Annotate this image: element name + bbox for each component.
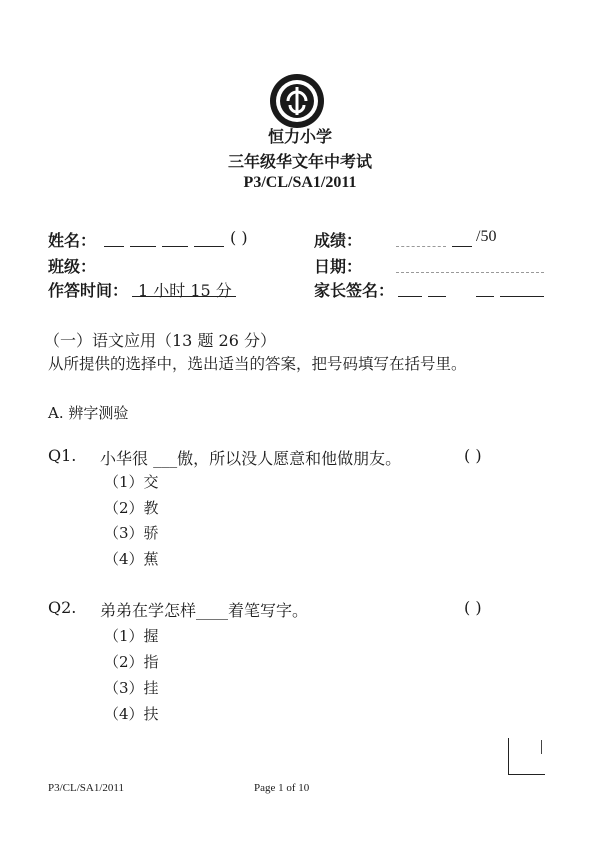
option-4: （4）扶 bbox=[104, 705, 159, 723]
question-number: Q2. bbox=[48, 598, 77, 617]
class-label: 班级： bbox=[48, 257, 97, 276]
option-1: （1）握 bbox=[104, 627, 159, 645]
name-blank-2 bbox=[130, 246, 156, 247]
option-2: （2）指 bbox=[104, 653, 159, 671]
option-4: （4）蕉 bbox=[104, 550, 159, 568]
name-blank-1 bbox=[104, 246, 124, 247]
signature-blank-2 bbox=[428, 296, 446, 297]
part-title: A. 辨字测验 bbox=[48, 404, 129, 422]
time-underline bbox=[132, 296, 236, 297]
signature-blank-3 bbox=[476, 296, 494, 297]
footer-page-number: Page 1 of 10 bbox=[254, 782, 310, 794]
question-number: Q1. bbox=[48, 446, 77, 465]
question-text: 小华很 ___傲，所以没人愿意和他做朋友。 bbox=[100, 449, 402, 468]
option-2: （2）教 bbox=[104, 499, 159, 517]
score-total: /50 bbox=[476, 228, 497, 245]
option-3: （3）挂 bbox=[104, 679, 159, 697]
score-label: 成绩： bbox=[314, 231, 363, 250]
signature-blank-1 bbox=[398, 296, 422, 297]
time-value: 1 小时 15 分 bbox=[138, 281, 232, 300]
name-blank-4 bbox=[194, 246, 224, 247]
answer-paren: ( ) bbox=[464, 446, 482, 465]
school-name: 恒力小学 bbox=[267, 127, 332, 146]
marks-box-tick bbox=[541, 740, 542, 754]
marks-box bbox=[508, 738, 545, 775]
score-blank-faint bbox=[396, 246, 446, 247]
footer-paper-code: P3/CL/SA1/2011 bbox=[48, 782, 124, 794]
score-blank bbox=[452, 246, 472, 247]
date-label: 日期： bbox=[314, 257, 363, 276]
question-text: 弟弟在学怎样____着笔写字。 bbox=[100, 601, 309, 620]
class-number-paren: ( ) bbox=[230, 228, 248, 247]
time-label: 作答时间： bbox=[48, 281, 129, 300]
date-blank bbox=[396, 272, 544, 273]
answer-paren: ( ) bbox=[464, 598, 482, 617]
school-logo bbox=[268, 72, 326, 130]
name-label: 姓名： bbox=[48, 231, 97, 250]
paper-code: P3/CL/SA1/2011 bbox=[243, 174, 357, 191]
section-heading: （一）语文应用（13 题 26 分） bbox=[44, 331, 276, 350]
exam-title: 三年级华文年中考试 bbox=[227, 152, 372, 171]
signature-blank-4 bbox=[500, 296, 544, 297]
option-3: （3）骄 bbox=[104, 524, 159, 542]
option-1: （1）交 bbox=[104, 473, 159, 491]
parent-signature-label: 家长签名： bbox=[314, 281, 395, 300]
name-blank-3 bbox=[162, 246, 188, 247]
section-instruction: 从所提供的选择中，选出适当的答案，把号码填写在括号里。 bbox=[48, 355, 467, 373]
